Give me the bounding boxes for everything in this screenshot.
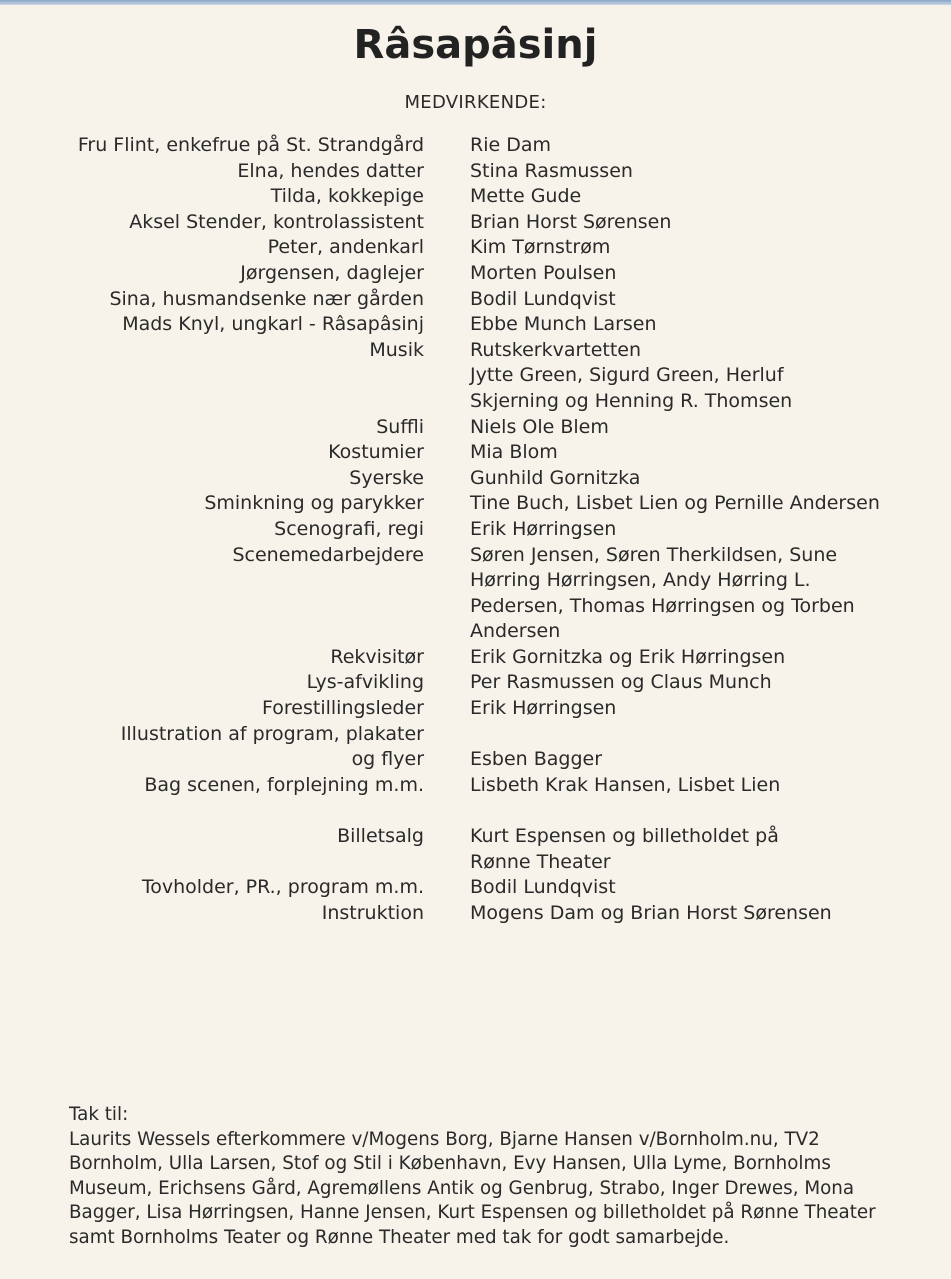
credit-role: Forestillingsleder: [262, 697, 424, 720]
credits-list: [0, 133, 951, 926]
credit-row: [0, 824, 951, 875]
credit-row: [0, 235, 951, 261]
credit-role: Aksel Stender, kontrolassistent: [129, 210, 424, 233]
credit-role: Bag scenen, forplejning m.m.: [144, 773, 424, 796]
credit-row: [0, 543, 951, 645]
thanks-section: [69, 1103, 949, 1250]
credit-name: Erik Hørringsen: [470, 697, 617, 720]
credit-row: [0, 312, 951, 338]
credit-name: Bodil Lundqvist: [470, 287, 616, 310]
credit-role: Scenemedarbejdere: [232, 543, 424, 566]
credit-row: [0, 261, 951, 287]
credit-row: [0, 696, 951, 722]
credit-row: [0, 645, 951, 671]
credit-name: Søren Jensen, Søren Therkildsen, Sune Hørring Hørringsen, Andy Hørring L. Pedersen, Thomas Hørringsen og Torben Andersen: [470, 543, 855, 643]
credit-name: Brian Horst Sørensen: [470, 210, 672, 233]
credit-name: Morten Poulsen: [470, 261, 617, 284]
credit-role: Mads Knyl, ungkarl - Râsapâsinj: [122, 313, 424, 336]
credit-role: Sminkning og parykker: [204, 492, 424, 515]
credit-role: Lys-afvikling: [306, 671, 424, 694]
credit-role: Musik: [369, 338, 424, 361]
credit-row: [0, 440, 951, 466]
credit-row: [0, 415, 951, 441]
credit-name: Mette Gude: [470, 185, 582, 208]
credit-row: [0, 287, 951, 313]
credit-row: [0, 517, 951, 543]
credit-name: Erik Gornitzka og Erik Hørringsen: [470, 645, 786, 668]
credit-name: Kim Tørnstrøm: [470, 236, 611, 259]
credit-name: Stina Rasmussen: [470, 159, 633, 182]
credits-spacer: [0, 798, 951, 824]
thanks-heading: Tak til:: [69, 1104, 129, 1125]
credit-name: Ebbe Munch Larsen: [470, 313, 657, 336]
credit-name: Esben Bagger: [470, 748, 603, 771]
top-edge-rule: [0, 0, 951, 5]
credit-name: Per Rasmussen og Claus Munch: [470, 671, 772, 694]
credit-role: Rekvisitør: [330, 645, 424, 668]
credit-name: Gunhild Gornitzka: [470, 466, 641, 489]
credit-role: Tovholder, PR., program m.m.: [141, 876, 424, 899]
credit-role: Fru Flint, enkefrue på St. Strandgård: [77, 134, 424, 156]
credit-role: Elna, hendes datter: [237, 159, 424, 182]
credit-row: [0, 210, 951, 236]
credit-row: [0, 338, 951, 415]
credit-role: Syerske: [349, 466, 424, 489]
thanks-text: Laurits Wessels efterkommere v/Mogens Borg, Bjarne Hansen v/Bornholm.nu, TV2 Bornholm, Ulla Larsen, Stof og Stil i København, Evy Hansen, Ulla Lyme, Bornholms Museum, Erichsens Gård, Agremøllens Antik og Genbrug, Strabo, Inger Drewes, Mona Bagger, Lisa Hørringsen, Hanne Jensen, Kurt Espensen og billetholdet på Rønne Theater samt Bornholms Teater og Rønne Theater med tak for godt samarbejde.: [69, 1128, 876, 1248]
credit-row: [0, 184, 951, 210]
credit-row: [0, 466, 951, 492]
credit-row: [0, 159, 951, 185]
credit-name: Lisbeth Krak Hansen, Lisbet Lien: [470, 773, 781, 796]
credit-role: Peter, andenkarl: [267, 236, 424, 259]
credit-row: [0, 722, 951, 773]
credit-role: Tilda, kokkepige: [270, 185, 424, 208]
credit-name: Tine Buch, Lisbet Lien og Pernille Andersen: [470, 492, 880, 515]
credit-row: [0, 875, 951, 901]
credit-name: Erik Hørringsen: [470, 517, 617, 540]
credit-name: Mia Blom: [470, 441, 558, 464]
credit-role: Sina, husmandsenke nær gården: [109, 287, 424, 310]
credit-name: Niels Ole Blem: [470, 415, 609, 438]
credit-role: Instruktion: [321, 901, 424, 924]
credit-name: Rie Dam: [470, 134, 551, 156]
page-title: Râsapâsinj: [353, 22, 598, 68]
credit-role: Kostumier: [328, 441, 424, 464]
cast-heading: MEDVIRKENDE:: [404, 92, 547, 113]
credit-role: Illustration af program, plakater og flyer: [120, 722, 424, 771]
credit-role: Scenografi, regi: [274, 517, 424, 540]
credit-row: [0, 773, 951, 799]
credit-name: Mogens Dam og Brian Horst Sørensen: [470, 901, 832, 924]
credit-row: [0, 901, 951, 927]
credit-role: Jørgensen, daglejer: [240, 261, 424, 284]
credit-row: [0, 670, 951, 696]
credit-role: Suffli: [376, 415, 424, 438]
credit-row: [0, 133, 951, 159]
credit-role: Billetsalg: [337, 825, 424, 848]
credit-row: [0, 491, 951, 517]
credit-name: Rutskerkvartetten Jytte Green, Sigurd Green, Herluf Skjerning og Henning R. Thomsen: [470, 338, 793, 412]
credit-name: Kurt Espensen og billetholdet på Rønne Theater: [470, 825, 779, 873]
credit-name: Bodil Lundqvist: [470, 876, 616, 899]
